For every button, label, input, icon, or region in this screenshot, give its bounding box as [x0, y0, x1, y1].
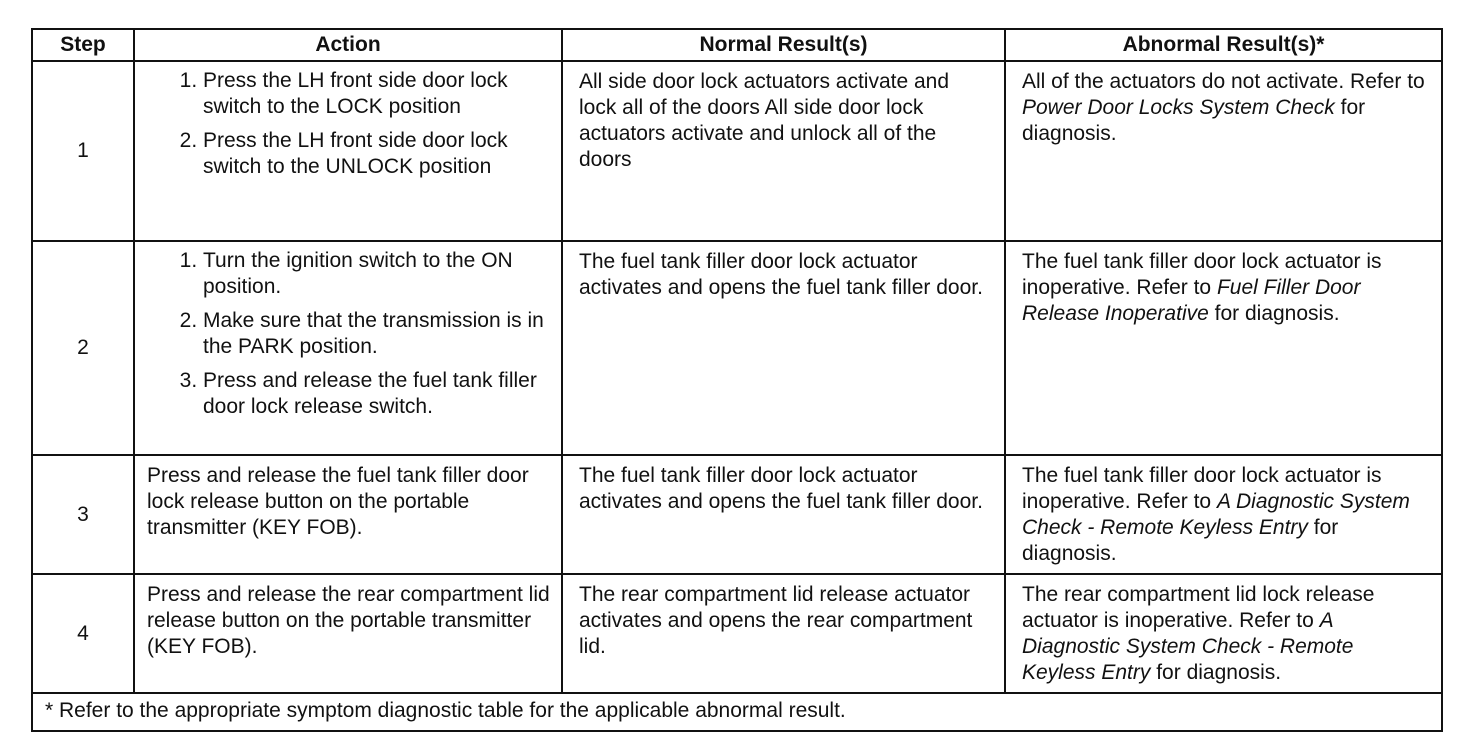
- footnote: * Refer to the appropriate symptom diagnostic table for the applicable abnormal result.: [32, 693, 1442, 731]
- normal-result-cell: All side door lock actuators activate and lock all of the doors All side door lock actuators activate and unlock all of the doors: [562, 61, 1005, 241]
- action-step: 2. Make sure that the transmission is in the PARK position.: [203, 308, 553, 360]
- header-normal-result: Normal Result(s): [562, 29, 1005, 61]
- action-step: 1. Turn the ignition switch to the ON position.: [203, 248, 553, 300]
- normal-result-cell: The fuel tank filler door lock actuator activates and opens the fuel tank filler door.: [562, 455, 1005, 574]
- action-step: 1. Press the LH front side door lock switch to the LOCK position: [203, 68, 553, 120]
- table-row: [32, 574, 1442, 693]
- abnormal-result-cell: [1005, 574, 1442, 693]
- normal-result-cell: The rear compartment lid release actuator activates and opens the rear compartment lid.: [562, 574, 1005, 693]
- abnormal-text: for diagnosis.: [1022, 516, 1339, 565]
- action-step: 2. Press the LH front side door lock switch to the UNLOCK position: [203, 128, 553, 180]
- abnormal-text: The fuel tank filler door lock actuator is inoperative. Refer to: [1022, 464, 1382, 513]
- header-abnormal-result: Abnormal Result(s)*: [1005, 29, 1442, 61]
- abnormal-text: for diagnosis.: [1022, 96, 1366, 145]
- abnormal-result-cell: [1005, 455, 1442, 574]
- table-row: [32, 241, 1442, 455]
- action-cell: Press and release the rear compartment lid release button on the portable transmitter (KEY FOB).: [134, 574, 562, 693]
- abnormal-text: The fuel tank filler door lock actuator is inoperative. Refer to: [1022, 250, 1382, 299]
- step-number: 1: [32, 61, 134, 241]
- table-row: [32, 455, 1442, 574]
- header-row: [32, 29, 1442, 61]
- abnormal-text: The rear compartment lid lock release actuator is inoperative. Refer to: [1022, 583, 1375, 632]
- diagnostic-table: [31, 28, 1443, 732]
- reference-link-text: Power Door Locks System Check: [1022, 96, 1335, 119]
- action-cell: [134, 61, 562, 241]
- abnormal-result-cell: [1005, 61, 1442, 241]
- action-step-list: [135, 248, 553, 420]
- abnormal-text: for diagnosis.: [1208, 302, 1340, 325]
- reference-link-text: A Diagnostic System Check - Remote Keyless Entry: [1022, 490, 1410, 539]
- abnormal-text: All of the actuators do not activate. Refer to: [1022, 70, 1425, 93]
- action-step: 3. Press and release the fuel tank filler door lock release switch.: [203, 368, 553, 420]
- step-number: 2: [32, 241, 134, 455]
- reference-link-text: A Diagnostic System Check - Remote Keyless Entry: [1022, 609, 1354, 684]
- header-step: Step: [32, 29, 134, 61]
- header-action: Action: [134, 29, 562, 61]
- action-cell: [134, 241, 562, 455]
- abnormal-text: for diagnosis.: [1150, 661, 1282, 684]
- step-number: 3: [32, 455, 134, 574]
- action-cell: Press and release the fuel tank filler door lock release button on the portable transmitter (KEY FOB).: [134, 455, 562, 574]
- step-number: 4: [32, 574, 134, 693]
- reference-link-text: Fuel Filler Door Release Inoperative: [1022, 276, 1361, 325]
- normal-result-cell: The fuel tank filler door lock actuator activates and opens the fuel tank filler door.: [562, 241, 1005, 455]
- action-step-list: [135, 68, 553, 180]
- abnormal-result-cell: [1005, 241, 1442, 455]
- table-row: [32, 61, 1442, 241]
- footnote-row: [32, 693, 1442, 731]
